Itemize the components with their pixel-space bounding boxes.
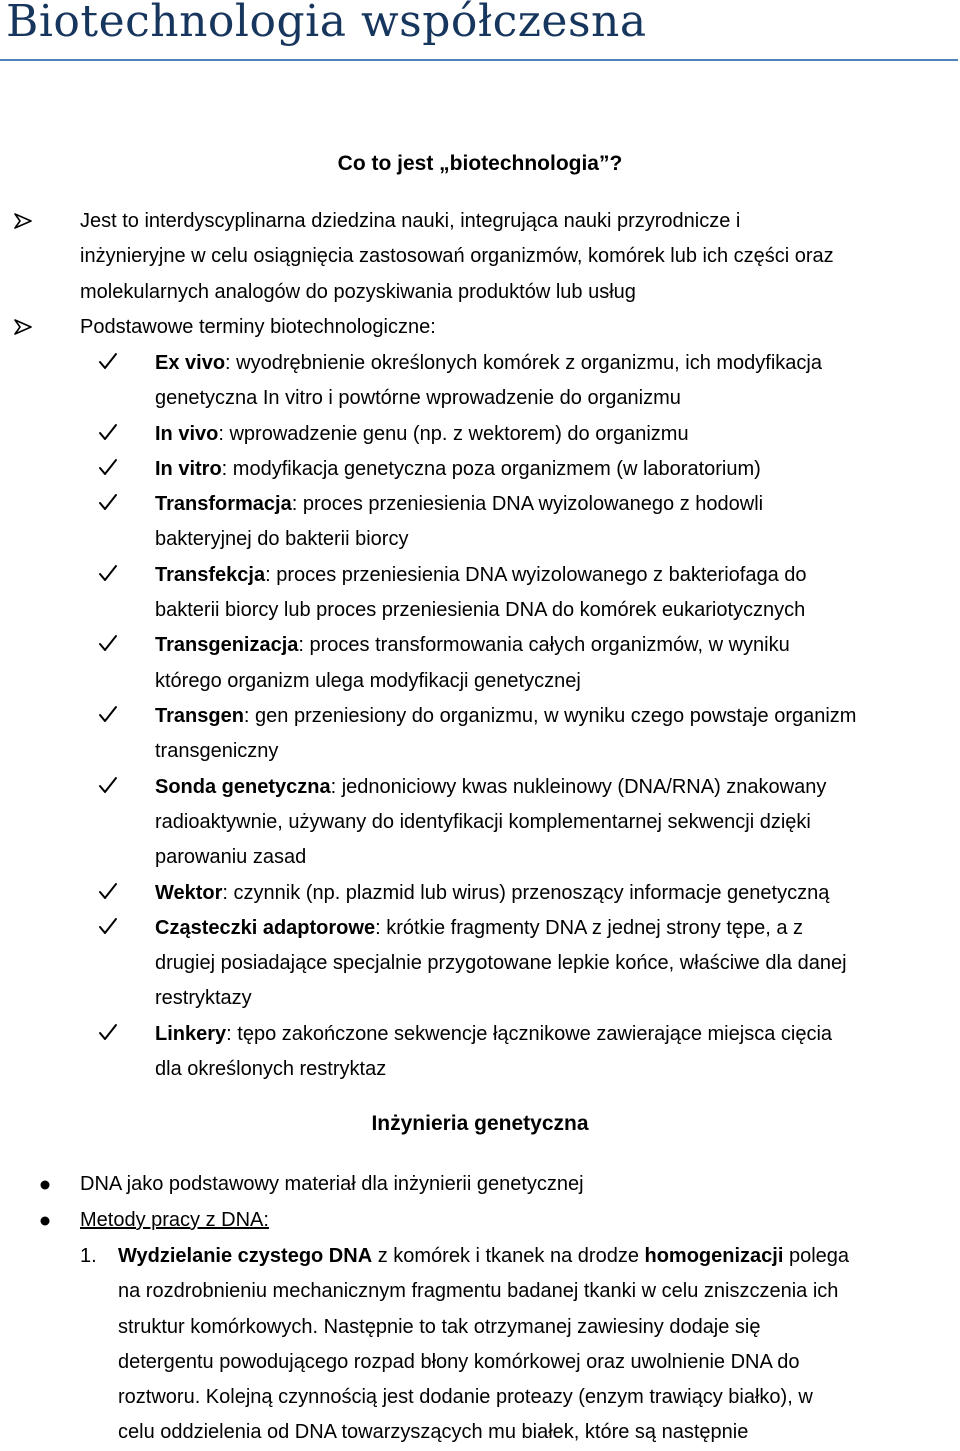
- text-line: inżynieryjne w celu osiągnięcia zastosowań organizmów, komórek lub ich części oraz: [80, 245, 834, 268]
- document-title: Biotechnologia współczesna: [6, 0, 647, 47]
- term-item: [155, 770, 826, 876]
- text-line: radioaktywnie, używany do identyfikacji komplementarnej sekwencji dzięki: [155, 810, 811, 833]
- term-name: Transgen: [155, 705, 244, 727]
- text-line: Podstawowe terminy biotechnologiczne:: [80, 316, 436, 338]
- term-name: Wektor: [155, 881, 223, 904]
- term-definition: : jednoniciowy kwas nukleinowy (DNA/RNA) znakowany: [330, 775, 827, 798]
- title-underline: [0, 59, 958, 61]
- term-name: Cząsteczki adaptorowe: [155, 916, 376, 939]
- term-definition: : krótkie fragmenty DNA z jednej strony tępe, a z: [375, 916, 804, 939]
- inline-text: polega: [783, 1245, 850, 1267]
- checkmark-icon: [98, 352, 118, 370]
- term-definition: : proces przeniesienia DNA wyizolowanego z hodowli: [291, 493, 764, 516]
- section-heading-biotechnology: Co to jest „biotechnologia”?: [337, 152, 623, 175]
- bold-term: homogenizacji: [644, 1245, 784, 1267]
- term-definition: : wprowadzenie genu (np. z wektorem) do organizmu: [218, 422, 689, 445]
- checkmark-icon: [98, 917, 118, 935]
- term-name: Sonda genetyczna: [155, 775, 331, 798]
- bold-term: Wydzielanie czystego DNA: [118, 1245, 373, 1267]
- text-line: [155, 417, 689, 452]
- term-name: Linkery: [155, 1022, 227, 1045]
- text-line: [155, 487, 763, 522]
- numbered-item-number: [80, 1239, 97, 1274]
- text-line: bakterii biorcy lub proces przeniesienia DNA do komórek eukariotycznych: [155, 599, 806, 622]
- term-item: [155, 876, 829, 911]
- checkmark-icon: [98, 882, 118, 900]
- checkmark-icon: [98, 564, 118, 582]
- terms-intro: [80, 310, 436, 345]
- text-line: detergentu powodującego rozpad błony komórkowej oraz uwolnienie DNA do: [118, 1350, 800, 1373]
- text-line: genetyczna In vitro i powtórne wprowadzenie do organizmu: [155, 387, 681, 410]
- checkmark-icon: [98, 458, 118, 476]
- term-definition: : wyodrębnienie określonych komórek z organizmu, ich modyfikacja: [225, 352, 822, 374]
- term-item: [155, 346, 822, 417]
- term-name: In vitro: [155, 457, 222, 480]
- term-definition: : modyfikacja genetyczna poza organizmem (w laboratorium): [221, 457, 761, 480]
- text-line: [155, 628, 790, 663]
- arrow-bullet-icon: [14, 213, 32, 229]
- text-line: [155, 876, 829, 911]
- text-line: [118, 1239, 849, 1274]
- term-name: Ex vivo: [155, 352, 226, 374]
- term-name: Transgenizacja: [155, 634, 299, 657]
- dot-bullet-icon: [40, 1180, 50, 1190]
- term-item: [155, 699, 856, 770]
- term-item: [155, 628, 790, 699]
- inline-text: z komórek i tkanek na drodze: [372, 1245, 645, 1267]
- text-line: drugiej posiadające specjalnie przygotowane lepkie końce, właściwe dla danej: [155, 952, 847, 975]
- text-line: celu oddzielenia od DNA towarzyszących mu białek, które są następnie: [118, 1421, 749, 1444]
- term-definition: : proces przeniesienia DNA wyizolowanego z bakteriofaga do: [265, 563, 807, 586]
- text-line: roztworu. Kolejną czynnością jest dodanie proteazy (enzym trawiący białko), w: [118, 1386, 813, 1409]
- numbered-item: [118, 1239, 849, 1451]
- text-line: bakteryjnej do bakterii biorcy: [155, 528, 409, 551]
- arrow-bullet-icon: [14, 319, 32, 335]
- checkmark-icon: [98, 634, 118, 652]
- bullet-item: [80, 1167, 584, 1202]
- term-item: [155, 911, 847, 1017]
- text-line: na rozdrobnieniu mechanicznym fragmentu badanej tkanki w celu zniszczenia ich: [118, 1280, 839, 1303]
- checkmark-icon: [98, 1023, 118, 1041]
- dot-bullet-icon: [40, 1216, 50, 1226]
- term-item: [155, 487, 763, 558]
- text-line: Metody pracy z DNA:: [80, 1209, 269, 1231]
- checkmark-icon: [98, 423, 118, 441]
- term-item: [155, 417, 689, 452]
- term-definition: : czynnik (np. plazmid lub wirus) przenoszący informacje genetyczną: [222, 881, 830, 904]
- term-item: [155, 558, 807, 629]
- term-name: Transformacja: [155, 493, 292, 516]
- term-name: Transfekcja: [155, 563, 266, 586]
- term-definition: : proces transformowania całych organizmów, w wyniku: [298, 634, 790, 657]
- text-line: [155, 452, 761, 487]
- section-heading-genetic-engineering: Inżynieria genetyczna: [371, 1112, 589, 1135]
- text-line: dla określonych restryktaz: [155, 1057, 387, 1080]
- checkmark-icon: [98, 705, 118, 723]
- text-line: [155, 346, 822, 381]
- text-line: [155, 1017, 832, 1052]
- definition-paragraph: [80, 204, 834, 310]
- text-line: struktur komórkowych. Następnie to tak otrzymanej zawiesiny dodaje się: [118, 1315, 761, 1338]
- checkmark-icon: [98, 776, 118, 794]
- term-item: [155, 452, 761, 487]
- term-definition: : gen przeniesiony do organizmu, w wyniku czego powstaje organizm: [243, 705, 857, 727]
- text-line: [155, 699, 856, 734]
- bullet-item: [80, 1203, 269, 1238]
- text-line: parowaniu zasad: [155, 846, 307, 869]
- text-line: restryktazy: [155, 987, 252, 1010]
- item-number: 1.: [80, 1245, 97, 1267]
- text-line: DNA jako podstawowy materiał dla inżynierii genetycznej: [80, 1173, 584, 1195]
- term-item: [155, 1017, 832, 1088]
- text-line: transgeniczny: [155, 740, 279, 763]
- text-line: [155, 558, 807, 593]
- text-line: [155, 770, 826, 805]
- text-line: molekularnych analogów do pozyskiwania produktów lub usług: [80, 280, 636, 303]
- term-definition: : tępo zakończone sekwencje łącznikowe zawierające miejsca cięcia: [226, 1022, 833, 1045]
- text-line: Jest to interdyscyplinarna dziedzina nauki, integrująca nauki przyrodnicze i: [80, 210, 741, 232]
- text-line: [155, 911, 847, 946]
- checkmark-icon: [98, 493, 118, 511]
- term-name: In vivo: [155, 422, 219, 445]
- text-line: którego organizm ulega modyfikacji genetycznej: [155, 669, 581, 692]
